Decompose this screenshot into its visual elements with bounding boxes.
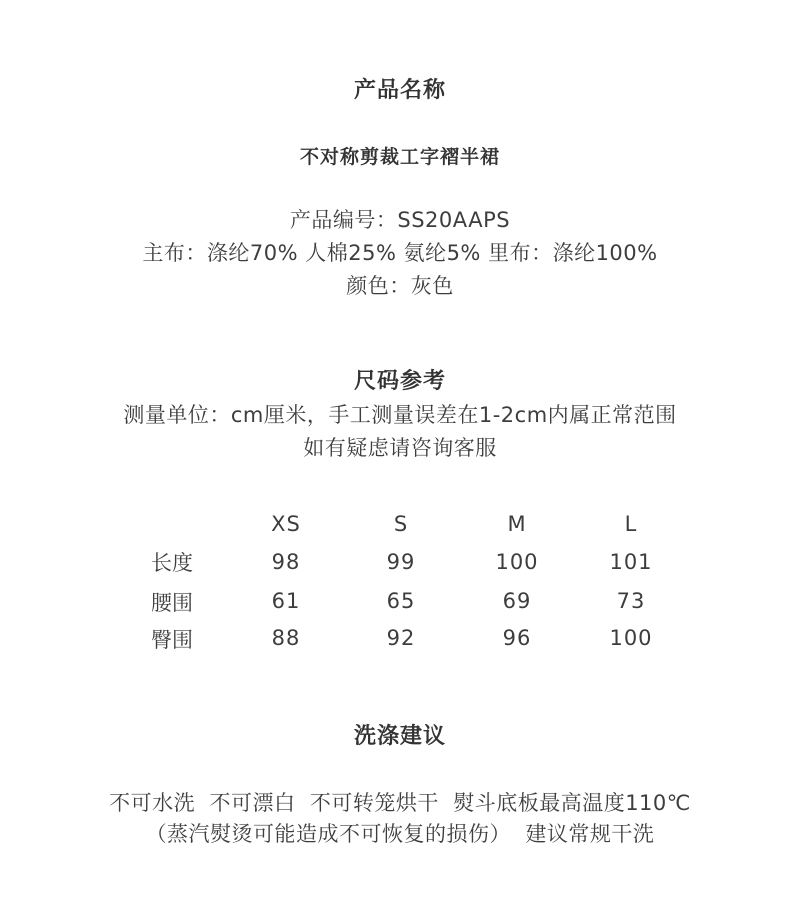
column-header-s: S (393, 512, 409, 536)
care-instructions-line: 不可水洗 不可漂白 不可转笼烘干 熨斗底板最高温度110℃ (109, 791, 691, 815)
table-cell: 101 (609, 550, 653, 574)
care-warning-line: （蒸汽熨烫可能造成不可恢复的损伤） 建议常规干洗 (145, 822, 655, 846)
table-cell: 73 (616, 589, 646, 613)
table-cell: 100 (609, 626, 653, 650)
care-instructions-heading: 洗涤建议 (353, 724, 446, 749)
table-cell: 88 (271, 626, 301, 650)
contact-note: 如有疑虑请咨询客服 (303, 436, 497, 460)
table-cell: 99 (386, 550, 416, 574)
table-cell: 92 (386, 626, 416, 650)
product-code: 产品编号：SS20AAPS (289, 208, 511, 232)
table-cell: 69 (502, 589, 532, 613)
column-header-l: L (624, 512, 638, 536)
column-header-xs: XS (271, 512, 301, 536)
product-name: 不对称剪裁工字褶半裙 (299, 146, 500, 168)
row-label-length: 长度 (151, 551, 193, 575)
table-cell: 96 (502, 626, 532, 650)
measurement-note: 测量单位：cm厘米，手工测量误差在1-2cm内属正常范围 (123, 403, 677, 427)
column-header-m: M (507, 512, 527, 536)
material-composition: 主布：涤纶70% 人棉25% 氨纶5% 里布：涤纶100% (142, 241, 658, 265)
row-label-waist: 腰围 (151, 591, 193, 615)
table-cell: 65 (386, 589, 416, 613)
row-label-hip: 臀围 (151, 628, 193, 652)
product-name-heading: 产品名称 (353, 78, 446, 103)
product-color: 颜色：灰色 (346, 274, 454, 298)
table-cell: 100 (495, 550, 539, 574)
table-cell: 98 (271, 550, 301, 574)
size-reference-heading: 尺码参考 (353, 369, 446, 394)
table-cell: 61 (271, 589, 301, 613)
